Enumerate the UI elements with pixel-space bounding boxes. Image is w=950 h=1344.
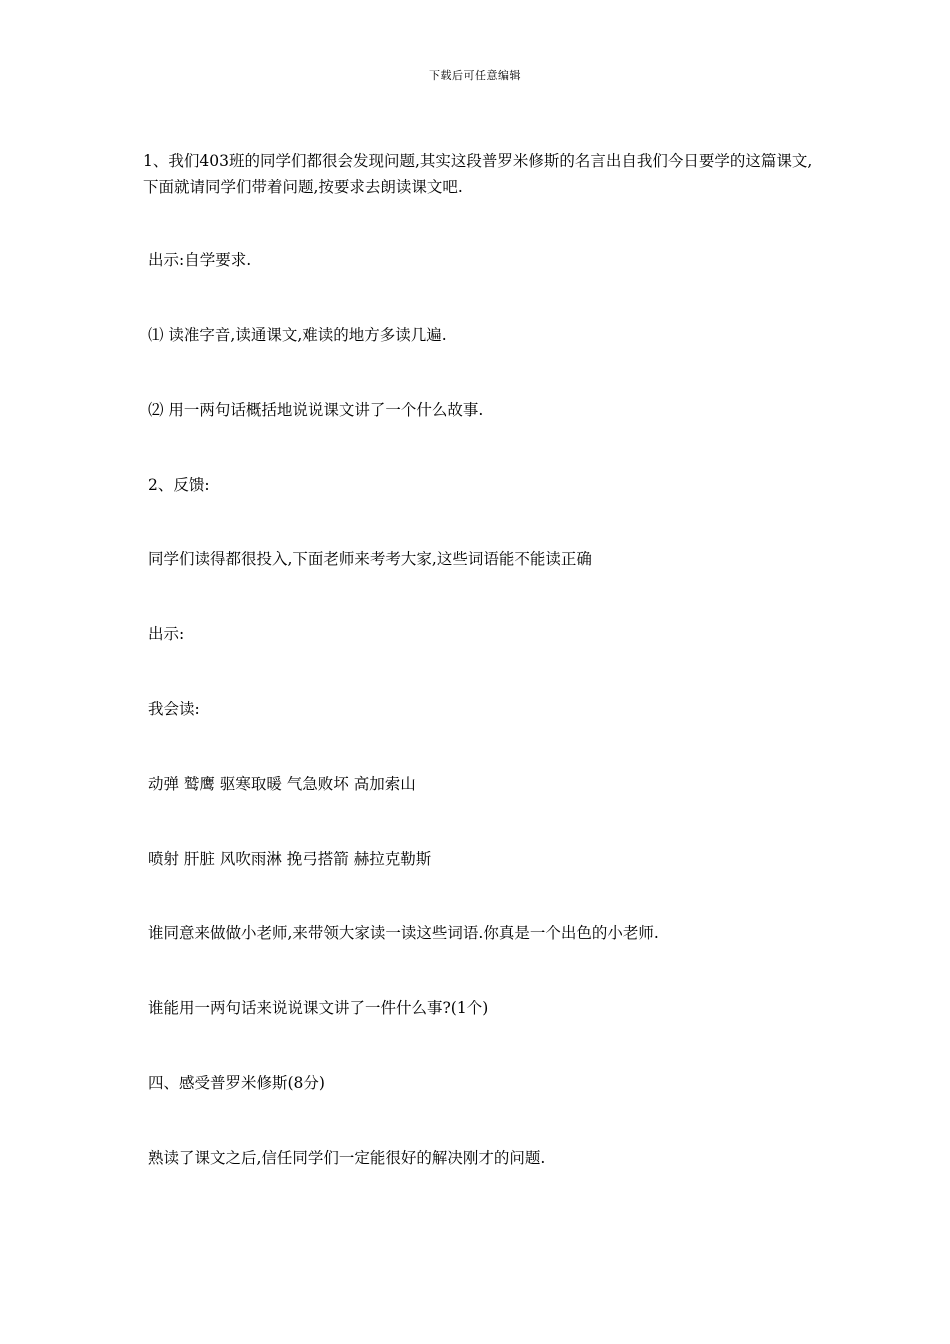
paragraph-after-reading: 熟读了课文之后,信任同学们一定能很好的解决刚才的问题. — [148, 1149, 546, 1167]
paragraph-summary-question: 谁能用一两句话来说说课文讲了一件什么事?(1个) — [148, 999, 489, 1017]
paragraph-feedback: 2、反馈: — [148, 476, 210, 494]
paragraph-requirement-2: ⑵ 用一两句话概括地说说课文讲了一个什么故事. — [148, 401, 484, 419]
page-header: 下载后可任意编辑 — [429, 69, 521, 82]
paragraph-section-four: 四、感受普罗米修斯(8分) — [148, 1074, 325, 1092]
paragraph-i-can-read: 我会读: — [148, 700, 200, 718]
paragraph-show: 出示: — [148, 625, 185, 643]
paragraph-intro: 1、我们403班的同学们都很会发现问题,其实这段普罗米修斯的名言出自我们今日要学的这篇课文,下面就请同学们带着问题,按要求去朗读课文吧. — [143, 152, 813, 196]
paragraph-little-teacher: 谁同意来做做小老师,来带领大家读一读这些词语.你真是一个出色的小老师. — [148, 924, 659, 942]
paragraph-test-intro: 同学们读得都很投入,下面老师来考考大家,这些词语能不能读正确 — [148, 550, 592, 568]
paragraph-show-requirements: 出示:自学要求. — [148, 251, 252, 269]
paragraph-words-1: 动弹 鹫鹰 驱寒取暖 气急败坏 高加索山 — [148, 775, 416, 793]
paragraph-requirement-1: ⑴ 读准字音,读通课文,难读的地方多读几遍. — [148, 326, 447, 344]
paragraph-words-2: 喷射 肝脏 风吹雨淋 挽弓搭箭 赫拉克勒斯 — [148, 850, 432, 868]
